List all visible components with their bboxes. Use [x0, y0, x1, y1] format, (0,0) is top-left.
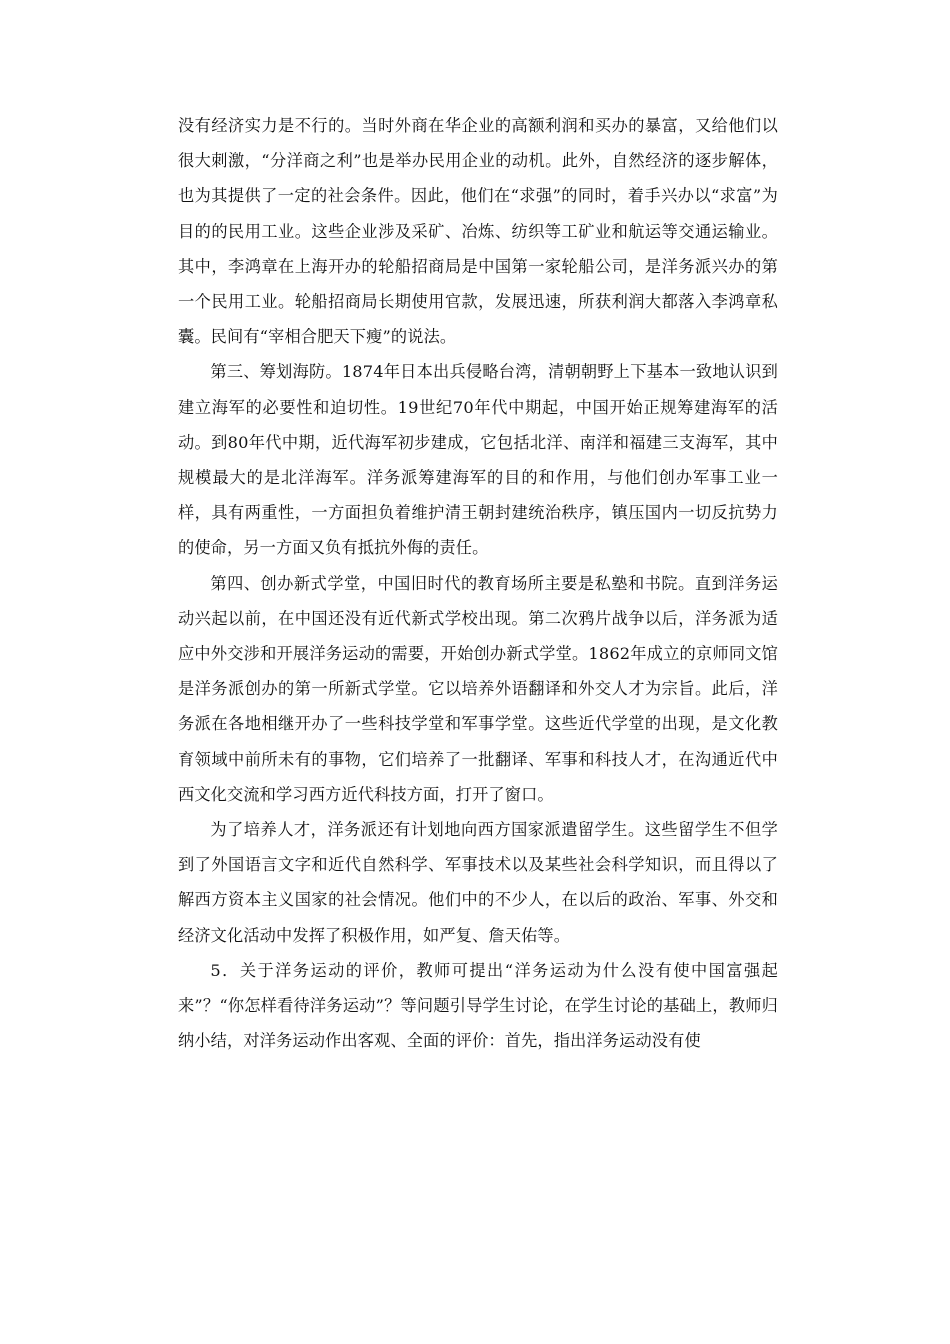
- paragraph-4: 为了培养人才，洋务派还有计划地向西方国家派遣留学生。这些留学生不但学到了外国语言文字和近代自然科学、军事技术以及某些社会科学知识，而且得以了解西方资本主义国家的社会情况。他们中的不少人，在以后的政治、军事、外交和经济文化活动中发挥了积极作用，如严复、詹天佑等。: [178, 820, 778, 945]
- document-body: [178, 108, 778, 1058]
- paragraph-5: 5．关于洋务运动的评价，教师可提出“洋务运动为什么没有使中国富强起来”？“你怎样看待洋务运动”？等问题引导学生讨论，在学生讨论的基础上，教师归纳小结，对洋务运动作出客观、全面的评价：首先，指出洋务运动没有使: [178, 960, 778, 1051]
- paragraph-2: 第三、筹划海防。1874年日本出兵侵略台湾，清朝朝野上下基本一致地认识到建立海军的必要性和迫切性。19世纪70年代中期起，中国开始正规筹建海军的活动。到80年代中期，近代海军初步建成，它包括北洋、南洋和福建三支海军，其中规模最大的是北洋海军。洋务派筹建海军的目的和作用，与他们创办军事工业一样，具有两重性，一方面担负着维护清王朝封建统治秩序，镇压国内一切反抗势力的使命，另一方面又负有抵抗外侮的责任。: [178, 362, 778, 558]
- paragraph-1: 没有经济实力是不行的。当时外商在华企业的高额利润和买办的暴富，又给他们以很大刺激，“分洋商之利”也是举办民用企业的动机。此外，自然经济的逐步解体，也为其提供了一定的社会条件。因此，他们在“求强”的同时，着手兴办以“求富”为目的的民用工业。这些企业涉及采矿、冶炼、纺织等工矿业和航运等交通运输业。其中，李鸿章在上海开办的轮船招商局是中国第一家轮船公司，是洋务派兴办的第一个民用工业。轮船招商局长期使用官款，发展迅速，所获利润大都落入李鸿章私囊。民间有“宰相合肥天下瘦”的说法。: [178, 116, 778, 347]
- paragraph-3: 第四、创办新式学堂，中国旧时代的教育场所主要是私塾和书院。直到洋务运动兴起以前，在中国还没有近代新式学校出现。第二次鸦片战争以后，洋务派为适应中外交涉和开展洋务运动的需要，开始创办新式学堂。1862年成立的京师同文馆是洋务派创办的第一所新式学堂。它以培养外语翻译和外交人才为宗旨。此后，洋务派在各地相继开办了一些科技学堂和军事学堂。这些近代学堂的出现，是文化教育领域中前所未有的事物，它们培养了一批翻译、军事和科技人才，在沟通近代中西文化交流和学习西方近代科技方面，打开了窗口。: [178, 573, 778, 804]
